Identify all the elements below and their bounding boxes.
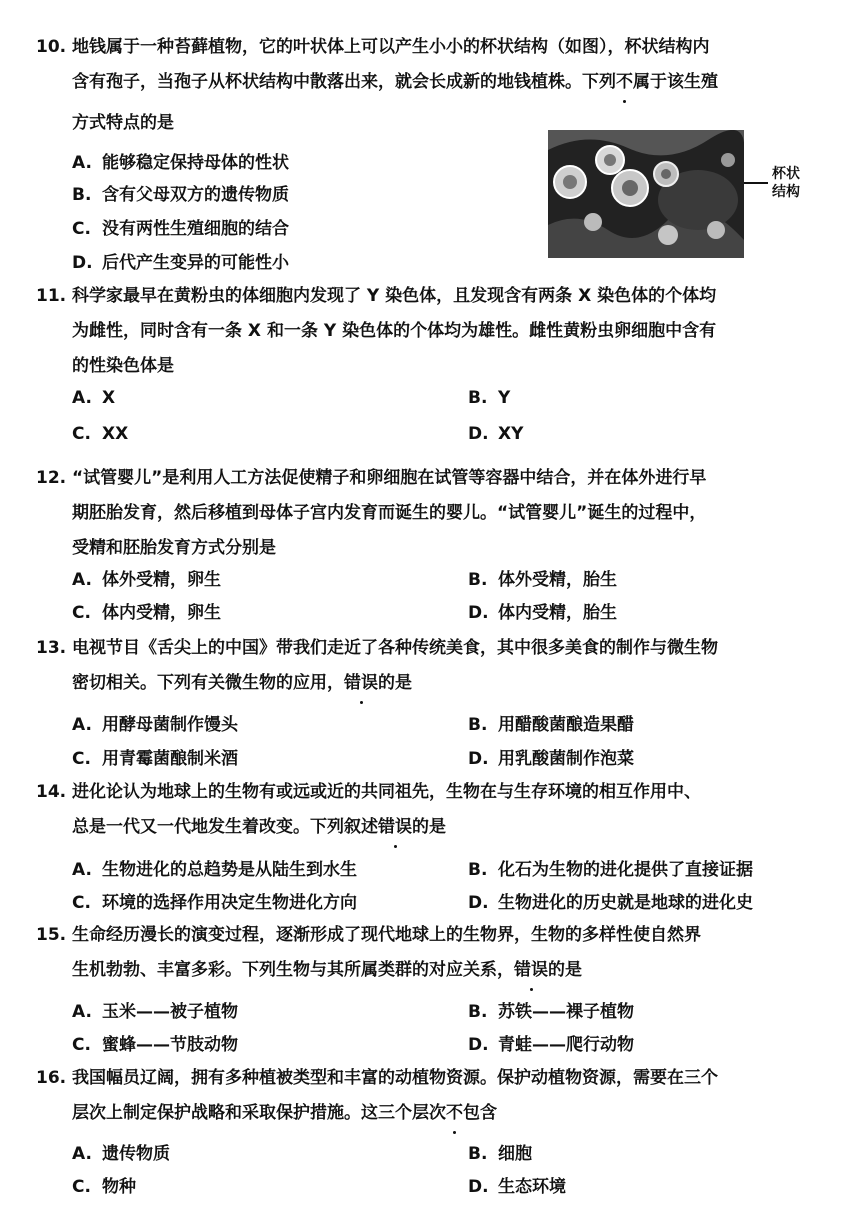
option-label: A. xyxy=(72,388,92,408)
option-label: B. xyxy=(72,185,92,205)
option-c[interactable] xyxy=(72,214,289,239)
option-label: D. xyxy=(468,603,489,623)
stem-line: 的是 xyxy=(548,960,582,980)
option-text: 用青霉菌酿制米酒 xyxy=(102,749,238,769)
stem-line: 含有孢子，当孢子从杯状结构中散落出来，就会长成新的地钱植株。下列 xyxy=(72,72,616,92)
option-b[interactable] xyxy=(468,997,634,1022)
stem-line: 的性染色体是 xyxy=(72,356,174,376)
stem-line: 密切相关。下列有关微生物的应用， xyxy=(72,673,344,693)
option-a[interactable] xyxy=(72,997,238,1022)
option-text: 化石为生物的进化提供了直接证据 xyxy=(498,860,753,880)
option-label: A. xyxy=(72,860,92,880)
stem-line: 期胚胎发育，然后移植到母体子宫内发育而诞生的婴儿。“试管婴儿”诞生的过程中， xyxy=(72,503,707,523)
option-c[interactable] xyxy=(72,598,221,623)
option-d[interactable] xyxy=(468,888,753,913)
question-11 xyxy=(36,279,826,384)
option-text: 苏铁——裸子植物 xyxy=(498,1002,634,1022)
stem-line: 进化论认为地球上的生物有或远或近的共同祖先，生物在与生存环境的相互作用中、 xyxy=(72,782,701,802)
option-text: 遗传物质 xyxy=(102,1144,170,1164)
emphasis-word: 错误 xyxy=(344,666,378,701)
option-d[interactable] xyxy=(468,598,617,623)
option-d[interactable] xyxy=(468,1172,566,1197)
options-16 xyxy=(72,1139,792,1203)
option-label: B. xyxy=(468,860,488,880)
option-a[interactable] xyxy=(72,1139,170,1164)
option-text: XY xyxy=(498,424,524,444)
option-c[interactable] xyxy=(72,1030,238,1055)
question-number: 11. xyxy=(36,286,67,306)
option-text: 玉米——被子植物 xyxy=(102,1002,238,1022)
option-c[interactable] xyxy=(72,1172,136,1197)
option-label: A. xyxy=(72,715,92,735)
option-b[interactable] xyxy=(468,388,510,408)
emphasis-word: 错误 xyxy=(514,953,548,988)
option-text: XX xyxy=(102,424,129,444)
question-10 xyxy=(36,30,826,141)
option-text: 生物进化的总趋势是从陆生到水生 xyxy=(102,860,357,880)
option-label: A. xyxy=(72,1144,92,1164)
option-c[interactable] xyxy=(72,744,238,769)
stem-line: 包含 xyxy=(463,1103,497,1123)
option-a[interactable] xyxy=(72,388,115,408)
option-d[interactable] xyxy=(468,424,523,444)
option-label: C. xyxy=(72,219,91,239)
option-label: C. xyxy=(72,1177,91,1197)
stem-line: 的是 xyxy=(412,817,446,837)
option-label: C. xyxy=(72,424,91,444)
option-label: D. xyxy=(468,1177,489,1197)
option-text: 体外受精，卵生 xyxy=(102,570,221,590)
option-text: 后代产生变异的可能性小 xyxy=(102,253,289,273)
option-b[interactable] xyxy=(72,180,289,205)
option-text: 用乳酸菌制作泡菜 xyxy=(498,749,634,769)
options-13 xyxy=(72,710,792,774)
question-number: 14. xyxy=(36,782,67,802)
stem-line: 为雌性，同时含有一条 X 和一条 Y 染色体的个体均为雄性。雌性黄粉虫卵细胞中含有 xyxy=(72,321,717,341)
stem-line: 科学家最早在黄粉虫的体细胞内发现了 Y 染色体，且发现含有两条 X 染色体的个体均 xyxy=(72,286,717,306)
option-c[interactable] xyxy=(72,424,128,444)
option-label: A. xyxy=(72,570,92,590)
options-10 xyxy=(72,148,522,276)
option-label: C. xyxy=(72,749,91,769)
stem-line: 总是一代又一代地发生着改变。下列叙述 xyxy=(72,817,378,837)
question-12 xyxy=(36,461,826,566)
option-text: 含有父母双方的遗传物质 xyxy=(102,185,289,205)
stem-line: 生命经历漫长的演变过程，逐渐形成了现代地球上的生物界，生物的多样性使自然界 xyxy=(72,925,701,945)
stem-line: 层次上制定保护战略和采取保护措施。这三个层次 xyxy=(72,1103,446,1123)
option-a[interactable] xyxy=(72,565,221,590)
stem-line: 方式特点的是 xyxy=(72,113,174,133)
option-text: 体内受精，胎生 xyxy=(498,603,617,623)
option-text: 用醋酸菌酿造果醋 xyxy=(498,715,634,735)
figure-label: 杯状结构 xyxy=(772,166,800,200)
stem-line: 属于该生殖 xyxy=(633,72,718,92)
stem-line: 电视节目《舌尖上的中国》带我们走近了各种传统美食，其中很多美食的制作与微生物 xyxy=(72,638,718,658)
option-text: 细胞 xyxy=(498,1144,532,1164)
options-14 xyxy=(72,855,832,919)
liverwort-photo-art xyxy=(548,130,744,258)
option-label: B. xyxy=(468,1144,488,1164)
stem-line: 地钱属于一种苔藓植物，它的叶状体上可以产生小小的杯状结构（如图），杯状结构内 xyxy=(72,37,710,57)
option-text: 没有两性生殖细胞的结合 xyxy=(102,219,289,239)
question-number: 16. xyxy=(36,1068,67,1088)
option-label: B. xyxy=(468,570,488,590)
question-13 xyxy=(36,631,826,701)
option-a[interactable] xyxy=(72,855,357,880)
option-label: D. xyxy=(468,424,489,444)
option-label: D. xyxy=(72,253,93,273)
question-14 xyxy=(36,775,826,845)
stem-line: 受精和胚胎发育方式分别是 xyxy=(72,538,276,558)
option-label: D. xyxy=(468,749,489,769)
options-12 xyxy=(72,565,792,629)
option-c[interactable] xyxy=(72,888,357,913)
figure-leader-line xyxy=(744,182,768,184)
option-label: A. xyxy=(72,1002,92,1022)
option-a[interactable] xyxy=(72,710,238,735)
question-number: 15. xyxy=(36,925,67,945)
liverwort-photo xyxy=(548,130,744,258)
option-text: 生物进化的历史就是地球的进化史 xyxy=(498,893,753,913)
option-label: C. xyxy=(72,603,91,623)
option-label: B. xyxy=(468,388,488,408)
option-a[interactable] xyxy=(72,148,289,173)
option-text: 环境的选择作用决定生物进化方向 xyxy=(102,893,357,913)
option-label: B. xyxy=(468,715,488,735)
option-text: 青蛙——爬行动物 xyxy=(498,1035,634,1055)
option-text: 体外受精，胎生 xyxy=(498,570,617,590)
option-label: C. xyxy=(72,1035,91,1055)
stem-line: “试管婴儿”是利用人工方法促使精子和卵细胞在试管等容器中结合，并在体外进行早 xyxy=(72,468,707,488)
option-label: D. xyxy=(468,893,489,913)
option-b[interactable] xyxy=(468,1139,532,1164)
option-text: 能够稳定保持母体的性状 xyxy=(102,153,289,173)
option-d[interactable] xyxy=(72,248,289,273)
question-number: 13. xyxy=(36,638,67,658)
option-text: 生态环境 xyxy=(498,1177,566,1197)
option-b[interactable] xyxy=(468,565,617,590)
options-15 xyxy=(72,997,792,1061)
option-label: D. xyxy=(468,1035,489,1055)
option-d[interactable] xyxy=(468,744,634,769)
option-text: X xyxy=(102,388,116,408)
option-label: A. xyxy=(72,153,92,173)
emphasis-word: 不 xyxy=(616,65,633,100)
question-16 xyxy=(36,1061,826,1131)
emphasis-word: 不 xyxy=(446,1096,463,1131)
options-11 xyxy=(72,388,792,452)
stem-line: 我国幅员辽阔，拥有多种植被类型和丰富的动植物资源。保护动植物资源，需要在三个 xyxy=(72,1068,718,1088)
option-text: 体内受精，卵生 xyxy=(102,603,221,623)
option-label: C. xyxy=(72,893,91,913)
question-15 xyxy=(36,918,826,988)
stem-line: 的是 xyxy=(378,673,412,693)
option-text: 用酵母菌制作馒头 xyxy=(102,715,238,735)
emphasis-word: 错误 xyxy=(378,810,412,845)
option-b[interactable] xyxy=(468,710,634,735)
question-number: 10. xyxy=(36,37,67,57)
option-label: B. xyxy=(468,1002,488,1022)
option-d[interactable] xyxy=(468,1030,634,1055)
option-text: 物种 xyxy=(102,1177,136,1197)
option-text: 蜜蜂——节肢动物 xyxy=(102,1035,238,1055)
option-b[interactable] xyxy=(468,855,753,880)
question-number: 12. xyxy=(36,468,67,488)
option-text: Y xyxy=(498,388,511,408)
stem-line: 生机勃勃、丰富多彩。下列生物与其所属类群的对应关系， xyxy=(72,960,514,980)
